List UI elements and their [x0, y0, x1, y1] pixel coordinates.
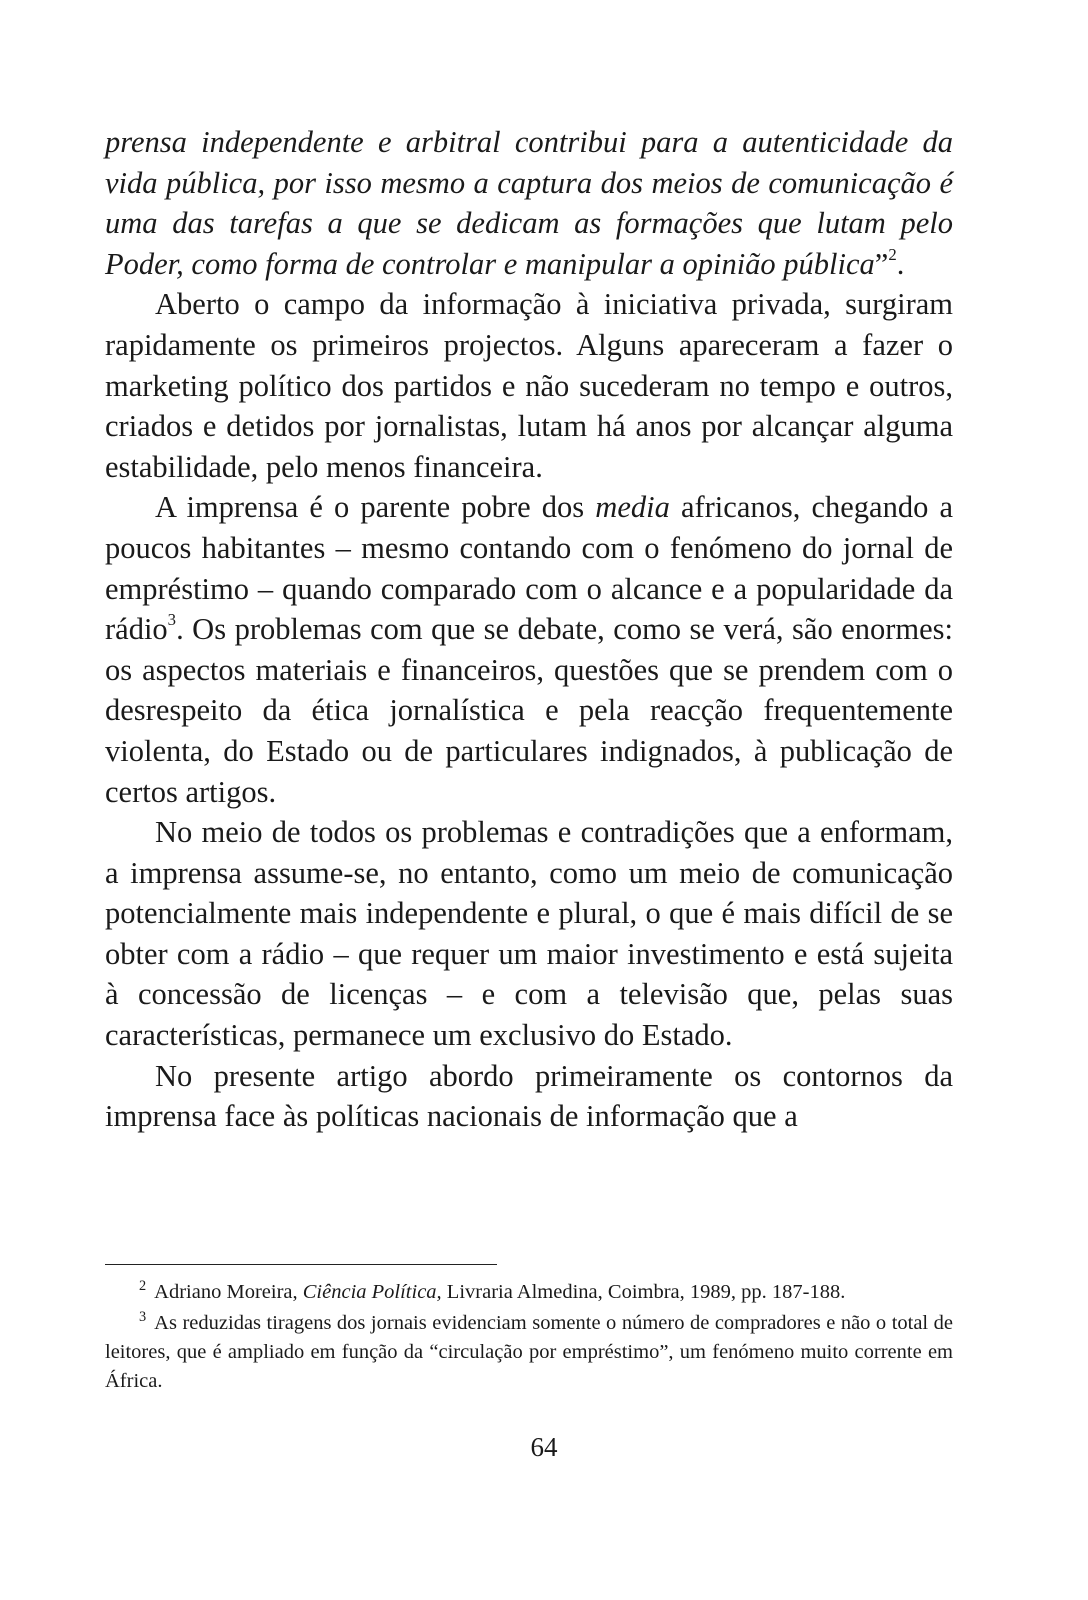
- page-number: 64: [530, 1432, 558, 1462]
- footnote-2-number: 2: [139, 1278, 147, 1295]
- quote-period: .: [896, 246, 905, 281]
- footnote-3: [105, 1309, 953, 1396]
- footnote-divider: [105, 1264, 497, 1265]
- footnote-2-rest: Livraria Almedina, Coimbra, 1989, pp. 187-188.: [441, 1281, 846, 1303]
- paragraph-2-start: A imprensa é o parente pobre dos: [155, 490, 596, 525]
- paragraph-2: [105, 487, 953, 812]
- footnote-2: [105, 1278, 953, 1307]
- footnote-ref-3: 3: [167, 609, 177, 629]
- media-term: media: [595, 490, 670, 525]
- footnotes: [105, 1278, 953, 1398]
- main-text: [105, 122, 953, 1137]
- footnote-3-text: As reduzidas tiragens dos jornais evidenciam somente o número de compradores e não o total de leitores, que é ampliado em função da “circulação por empréstimo”, um fenómeno muito corrente em África.: [105, 1312, 953, 1392]
- paragraph-2-end: . Os problemas com que se debate, como se verá, são enormes: os aspectos materiais e financeiros, questões que se prendem com o desrespeito da ética jornalística e pela reacção frequentemente violenta, do Estado ou de particulares indignados, à publicação de certos artigos.: [105, 612, 953, 809]
- quote-close-mark: ”: [874, 246, 889, 281]
- paragraph-1: Aberto o campo da informação à iniciativa privada, surgiram rapidamente os primeiros projectos. Alguns apareceram a fazer o marketing político dos partidos e não sucederam no tempo e outros, criados e detidos por jornalistas, lutam há anos por alcançar alguma estabilidade, pelo menos financeira.: [105, 287, 953, 484]
- paragraph-2-mid: africanos, chegando a poucos habitantes – mesmo contando com o fenómeno do jornal de empréstimo – quando comparado com o alcance e a popularidade da rádio: [105, 490, 953, 647]
- quote-text: prensa independente e arbitral contribui para a autenticidade da vida pública, por isso mesmo a captura dos meios de comunicação é uma das tarefas a que se dedicam as formações que lutam pelo Poder, como forma de controlar e manipular a opinião pública: [105, 125, 953, 281]
- quote-paragraph: [105, 122, 953, 284]
- paragraph-4: No presente artigo abordo primeiramente os contornos da imprensa face às políticas nacionais de informação que a: [105, 1058, 953, 1134]
- footnote-2-title: Ciência Política,: [302, 1281, 442, 1303]
- footnote-3-number: 3: [139, 1309, 147, 1326]
- footnote-ref-2: 2: [888, 244, 897, 264]
- paragraph-3: No meio de todos os problemas e contradições que a enformam, a imprensa assume-se, no entanto, como um meio de comunicação potencialmente mais independente e plural, o que é mais difícil de se obter com a rádio – que requer um maior investimento e está sujeita à concessão de licenças – e com a televisão que, pelas suas características, permanece um exclusivo do Estado.: [105, 815, 953, 1053]
- footnote-2-author: Adriano Moreira,: [154, 1281, 303, 1303]
